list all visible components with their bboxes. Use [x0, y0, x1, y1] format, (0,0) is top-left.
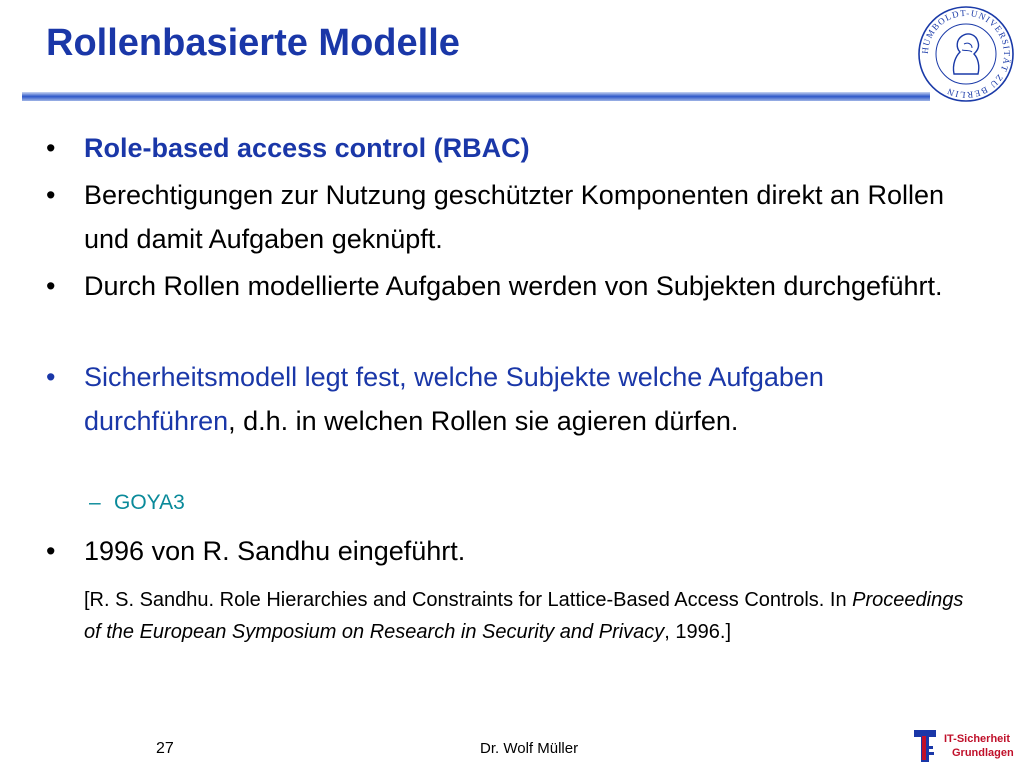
bullet-text: Berechtigungen zur Nutzung geschützter Komponenten direkt an Rollen und damit Aufgaben geknüpft.: [84, 180, 945, 254]
footer-author: Dr. Wolf Müller: [480, 740, 579, 757]
svg-text:HUMBOLDT-UNIVERSITÄT ZU BERLIN: [920, 8, 1012, 100]
bullet-text: 1996 von R. Sandhu eingeführt.: [84, 536, 466, 566]
sub-bullet-text: GOYA3: [114, 491, 185, 514]
reference-plain-start: [R. S. Sandhu. Role Hierarchies and Constraints for Lattice-Based Access Controls. In: [84, 589, 853, 611]
humboldt-university-seal-icon: [916, 4, 1016, 104]
bullet-dot: •: [46, 271, 56, 301]
sub-bullet-dash: –: [89, 491, 101, 514]
seal-text: HUMBOLDT-UNIVERSITÄT ZU BERLIN: [919, 7, 1013, 101]
logo-line2: Grundlagen: [952, 747, 1014, 759]
reference-plain-end: , 1996.]: [664, 621, 732, 643]
key-t-icon: [912, 728, 938, 766]
bullet-text: Durch Rollen modellierte Aufgaben werden von Subjekten durchgeführt.: [84, 271, 943, 301]
title-underline-rule: [22, 92, 930, 101]
reference-italic: Proceedings of the European Symposium on Research in Security and Privacy: [84, 589, 964, 643]
bullet-dot: •: [46, 133, 56, 163]
it-sicherheit-logo: [912, 726, 1022, 766]
bullet-dot: •: [46, 362, 56, 392]
bullet-dot: •: [46, 180, 56, 210]
bullet-text: [84, 355, 964, 443]
logo-line1: IT-Sicherheit: [944, 733, 1011, 745]
bullet-dot: •: [46, 536, 56, 566]
bullet-text-highlight: Sicherheitsmodell legt fest, welche Subjekte welche Aufgaben durchführen: [84, 362, 824, 436]
slide-title: Rollenbasierte Modelle: [46, 22, 460, 64]
bullet-text-rest: , d.h. in welchen Rollen sie agieren dürfen.: [228, 406, 739, 436]
reference-citation: [84, 584, 984, 648]
page-number: 27: [156, 740, 174, 757]
bullet-text: Role-based access control (RBAC): [84, 133, 530, 163]
